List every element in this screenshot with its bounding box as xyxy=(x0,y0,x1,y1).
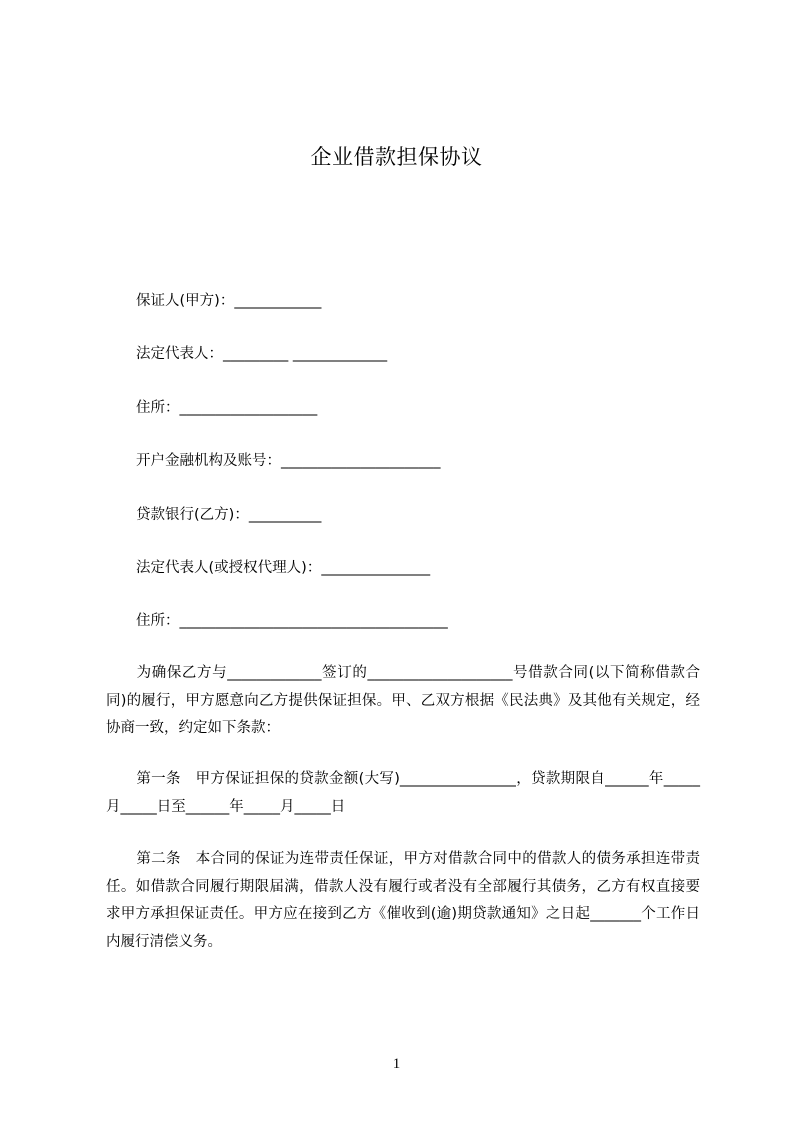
document-title: 企业借款担保协议 xyxy=(310,145,483,169)
bank-account-field: 开户金融机构及账号：______________________ xyxy=(136,453,441,469)
lender-bank-field: 贷款银行(乙方)：__________ xyxy=(136,507,322,523)
article-2-paragraph xyxy=(106,846,700,956)
guarantor-representative-field: 法定代表人：_________ _____________ xyxy=(136,346,388,362)
lender-address-field: 住所：_____________________________________ xyxy=(136,613,448,629)
article-1-text: 第一条 甲方保证担保的贷款金额(大写)________________，贷款期限自______年_____月_____日至______年_____月_____日 xyxy=(106,771,700,815)
lender-representative-field: 法定代表人(或授权代理人)：_______________ xyxy=(136,560,431,576)
article-1-paragraph xyxy=(106,766,700,821)
intro-paragraph-text: 为确保乙方与_____________签订的____________________号借款合同(以下简称借款合同)的履行，甲方愿意向乙方提供保证担保。甲、乙双方根据《民法典》及其他有关规定，经协商一致，约定如下条款： xyxy=(106,665,700,736)
page-number: 1 xyxy=(392,1056,401,1072)
intro-paragraph xyxy=(106,660,700,743)
guarantor-field: 保证人(甲方)：____________ xyxy=(136,293,322,309)
article-2-text: 第二条 本合同的保证为连带责任保证，甲方对借款合同中的借款人的债务承担连带责任。如借款合同履行期限届满，借款人没有履行或者没有全部履行其债务，乙方有权直接要求甲方承担保证责任。甲方应在接到乙方《催收到(逾)期贷款通知》之日起_______个工作日内履行清偿义务。 xyxy=(106,851,700,950)
guarantor-address-field: 住所：___________________ xyxy=(136,400,318,416)
